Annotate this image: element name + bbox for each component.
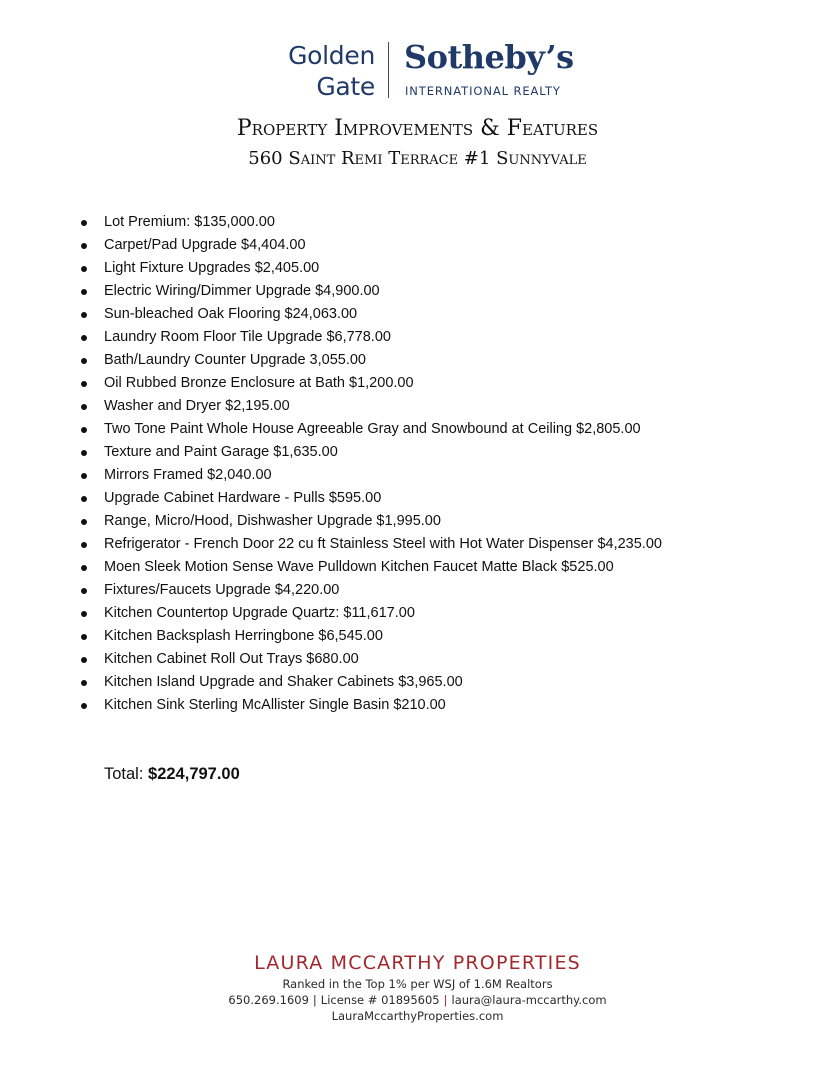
total-line [104,765,240,784]
list-item [78,441,662,464]
total-amount: $224,797.00 [148,765,240,783]
bullet-icon [81,289,87,295]
list-item-text: Two Tone Paint Whole House Agreeable Gray and Snowbound at Ceiling $2,805.00 [104,421,641,437]
list-item-text: Kitchen Sink Sterling McAllister Single Basin $210.00 [104,697,446,713]
bullet-icon [81,243,87,249]
list-item-text: Lot Premium: $135,000.00 [104,214,275,230]
bullet-icon [81,266,87,272]
list-item [78,694,662,717]
bullet-icon [81,473,87,479]
list-item-text: Upgrade Cabinet Hardware - Pulls $595.00 [104,490,382,506]
logo-international-realty: INTERNATIONAL REALTY [405,84,561,98]
logo-divider [388,42,389,98]
bullet-icon [81,588,87,594]
total-label: Total: [104,765,144,783]
list-item-text: Range, Micro/Hood, Dishwasher Upgrade $1,995.00 [104,513,441,529]
property-address: 560 Saint Remi Terrace #1 Sunnyvale [248,148,587,169]
bullet-icon [81,335,87,341]
list-item [78,211,662,234]
bullet-icon [81,703,87,709]
agent-license: License # 01895605 [320,993,440,1007]
list-item [78,671,662,694]
agent-ranking: Ranked in the Top 1% per WSJ of 1.6M Realtors [282,977,553,991]
logo-sothebys: Sotheby’s [404,38,574,76]
bullet-icon [81,312,87,318]
list-item [78,395,662,418]
list-item-text: Refrigerator - French Door 22 cu ft Stainless Steel with Hot Water Dispenser $4,235.00 [104,536,662,552]
list-item-text: Carpet/Pad Upgrade $4,404.00 [104,237,306,253]
list-item [78,487,662,510]
list-item [78,372,662,395]
list-item [78,602,662,625]
bullet-icon [81,634,87,640]
list-item-text: Texture and Paint Garage $1,635.00 [104,444,338,460]
logo-golden-text: Golden [288,41,375,70]
list-item-text: Kitchen Cabinet Roll Out Trays $680.00 [104,651,359,667]
list-item-text: Mirrors Framed $2,040.00 [104,467,272,483]
bullet-icon [81,519,87,525]
list-item [78,556,662,579]
agent-contact-line [0,992,835,1008]
list-item-text: Kitchen Countertop Upgrade Quartz: $11,617.00 [104,605,415,621]
bullet-icon [81,657,87,663]
bullet-icon [81,496,87,502]
bullet-icon [81,427,87,433]
bullet-icon [81,220,87,226]
bullet-icon [81,542,87,548]
bullet-icon [81,358,87,364]
improvements-list [78,211,662,717]
list-item [78,625,662,648]
list-item-text: Kitchen Island Upgrade and Shaker Cabinets $3,965.00 [104,674,463,690]
bullet-icon [81,611,87,617]
list-item-text: Bath/Laundry Counter Upgrade 3,055.00 [104,352,366,368]
list-item-text: Laundry Room Floor Tile Upgrade $6,778.00 [104,329,391,345]
list-item-text: Electric Wiring/Dimmer Upgrade $4,900.00 [104,283,380,299]
list-item [78,533,662,556]
list-item-text: Kitchen Backsplash Herringbone $6,545.00 [104,628,383,644]
list-item-text: Moen Sleek Motion Sense Wave Pulldown Kitchen Faucet Matte Black $525.00 [104,559,614,575]
list-item-text: Washer and Dryer $2,195.00 [104,398,290,414]
bullet-icon [81,565,87,571]
list-item [78,303,662,326]
list-item-text: Sun-bleached Oak Flooring $24,063.00 [104,306,358,322]
list-item [78,464,662,487]
list-item [78,257,662,280]
list-item [78,326,662,349]
list-item-text: Oil Rubbed Bronze Enclosure at Bath $1,200.00 [104,375,414,391]
separator: | [443,993,448,1007]
list-item-text: Fixtures/Faucets Upgrade $4,220.00 [104,582,340,598]
bullet-icon [81,450,87,456]
list-item-text: Light Fixture Upgrades $2,405.00 [104,260,320,276]
agent-footer [0,950,835,1024]
agent-email[interactable]: laura@laura-mccarthy.com [451,993,607,1007]
list-item [78,648,662,671]
page-title: Property Improvements & Features [236,116,599,141]
separator: | [312,993,317,1007]
brokerage-logo [0,38,835,102]
list-item [78,418,662,441]
list-item [78,234,662,257]
agent-website[interactable]: LauraMccarthyProperties.com [331,1009,504,1023]
bullet-icon [81,680,87,686]
list-item [78,349,662,372]
list-item [78,280,662,303]
bullet-icon [81,404,87,410]
list-item [78,510,662,533]
logo-gate-text: Gate [316,72,375,101]
logo-golden-gate [285,40,375,102]
bullet-icon [81,381,87,387]
agent-phone: 650.269.1609 [228,993,309,1007]
agent-brand-logo: LAURA MCCARTHY PROPERTIES [254,952,581,974]
list-item [78,579,662,602]
